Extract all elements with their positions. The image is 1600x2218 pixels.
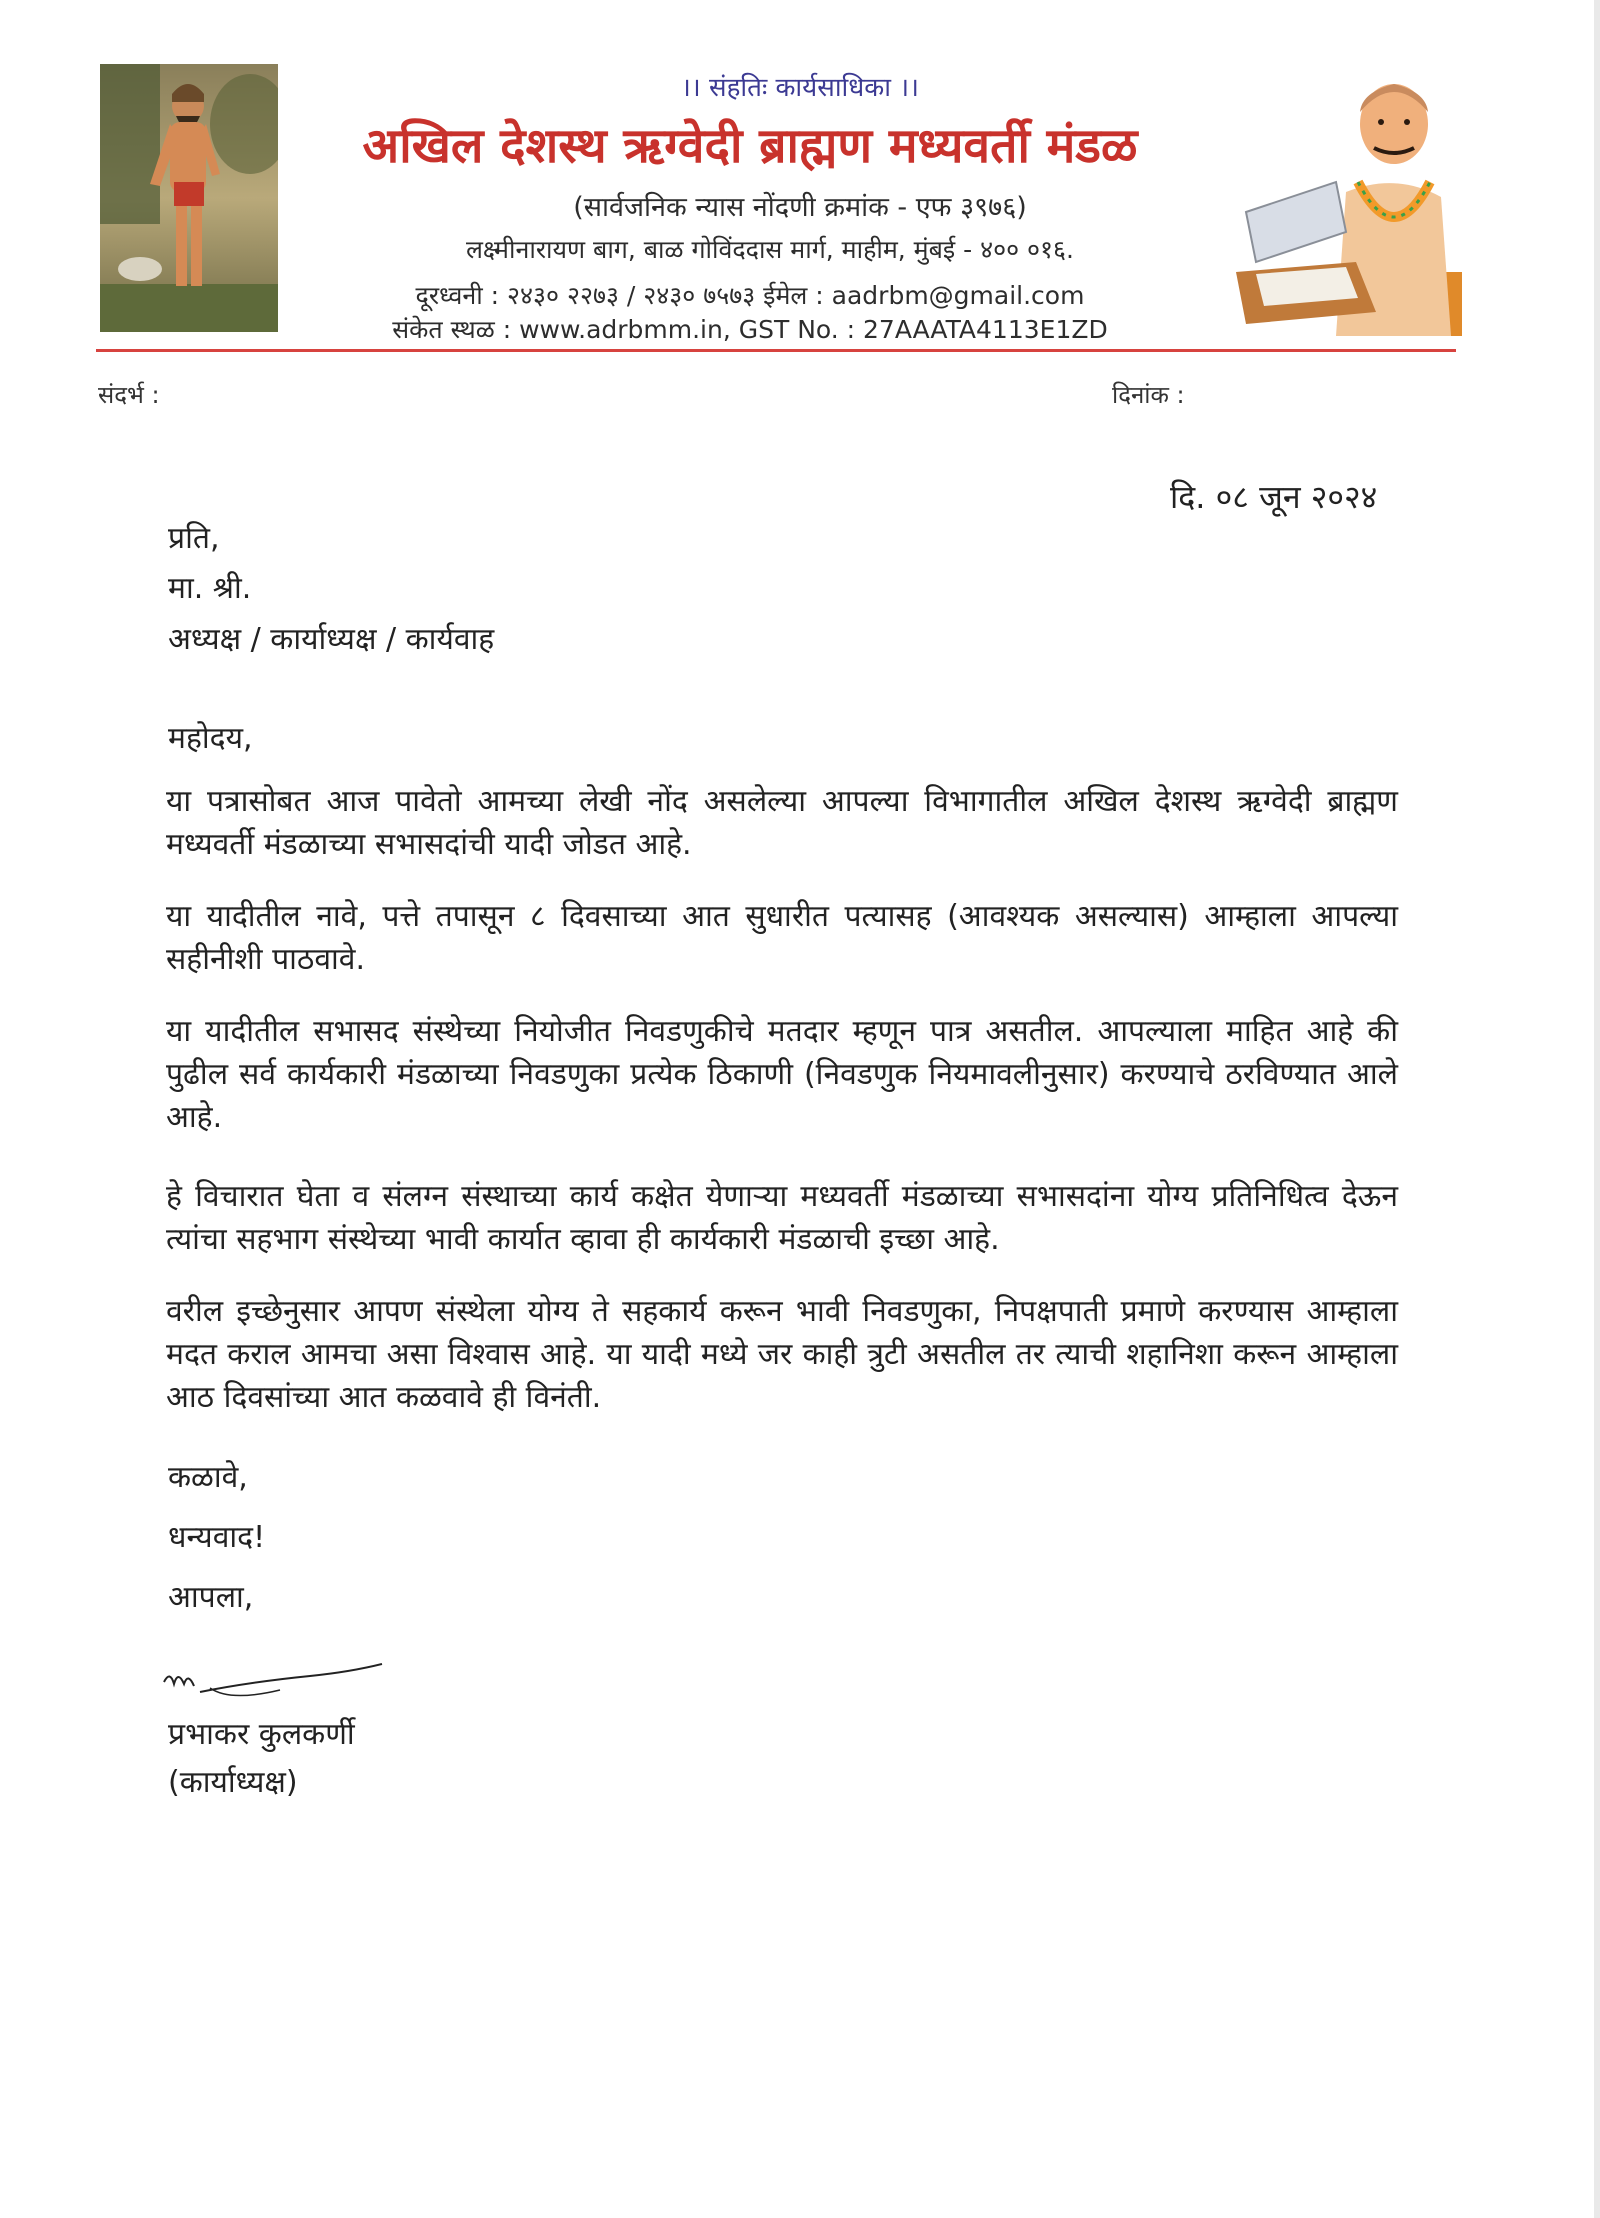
date-label: दिनांक : — [1112, 381, 1185, 409]
recipient-addressee: मा. श्री. — [168, 571, 252, 606]
recipient-to: प्रति, — [168, 521, 220, 556]
recipient-designation: अध्यक्ष / कार्याध्यक्ष / कार्यवाह — [168, 622, 495, 657]
salutation: महोदय, — [168, 721, 253, 756]
saint-portrait-image — [100, 64, 278, 332]
contact-details: दूरध्वनी : २४३० २२७३ / २४३० ७५७३ ईमेल : aadrbm@gmail.com — [415, 281, 1085, 310]
signatory-title: (कार्याध्यक्ष) — [168, 1765, 298, 1800]
motto: ।। संहतिः कार्यसाधिका ।। — [681, 73, 919, 103]
organization-name: अखिल देशस्थ ऋग्वेदी ब्राह्मण मध्यवर्ती मंडळ — [362, 118, 1138, 174]
body-paragraph: या पत्रासोबत आज पावेतो आमच्या लेखी नोंद असलेल्या आपल्या विभागातील अखिल देशस्थ ऋग्वेदी ब्राह्मण मध्यवर्ती मंडळाच्या सभासदांची यादी जोडत आहे. — [166, 784, 1398, 862]
scan-edge — [1594, 0, 1600, 2218]
signatory-name: प्रभाकर कुलकर्णी — [168, 1717, 355, 1752]
body-paragraph: वरील इच्छेनुसार आपण संस्थेला योग्य ते सहकार्य करून भावी निवडणुका, निपक्षपाती प्रमाणे करण्यास आम्हाला मदत कराल आमचा असा विश्वास आहे. या यादी मध्ये जर काही त्रुटी असतील तर त्याची शहानिशा करून आम्हाला आठ दिवसांच्या आत कळवावे ही विनंती. — [166, 1294, 1398, 1415]
body-paragraph: हे विचारात घेता व संलग्न संस्थाच्या कार्य कक्षेत येणाऱ्या मध्यवर्ती मंडळाच्या सभासदांना योग्य प्रतिनिधित्व देऊन त्यांचा सहभाग संस्थेच्या भावी कार्यात व्हावा ही कार्यकारी मंडळाची इच्छा आहे. — [166, 1179, 1398, 1257]
letter-date: दि. ०८ जून २०२४ — [1170, 478, 1378, 516]
body-paragraph: या यादीतील नावे, पत्ते तपासून ८ दिवसाच्या आत सुधारीत पत्यासह (आवश्यक असल्यास) आम्हाला आपल्या सहीनीशी पाठवावे. — [166, 899, 1398, 977]
letterhead-divider — [96, 349, 1456, 352]
closing-thanks: धन्यवाद! — [168, 1520, 266, 1555]
trust-registration: (सार्वजनिक न्यास नोंदणी क्रमांक - एफ ३९७६) — [573, 192, 1027, 223]
reference-label: संदर्भ : — [98, 381, 160, 409]
closing-line: कळावे, — [168, 1460, 248, 1495]
body-paragraph: या यादीतील सभासद संस्थेच्या नियोजीत निवडणुकीचे मतदार म्हणून पात्र असतील. आपल्याला माहित आहे की पुढील सर्व कार्यकारी मंडळाच्या निवडणुका प्रत्येक ठिकाणी (निवडणुक नियमावलीनुसार) करण्याचे ठरविण्यात आले आहे. — [166, 1014, 1398, 1135]
website-gst: संकेत स्थळ : www.adrbmm.in, GST No. : 27AAATA4113E1ZD — [392, 315, 1108, 344]
address: लक्ष्मीनारायण बाग, बाळ गोविंददास मार्ग, माहीम, मुंबई - ४०० ०१६. — [465, 235, 1074, 264]
closing-yours: आपला, — [168, 1580, 254, 1615]
scholar-portrait-image — [1226, 62, 1466, 336]
